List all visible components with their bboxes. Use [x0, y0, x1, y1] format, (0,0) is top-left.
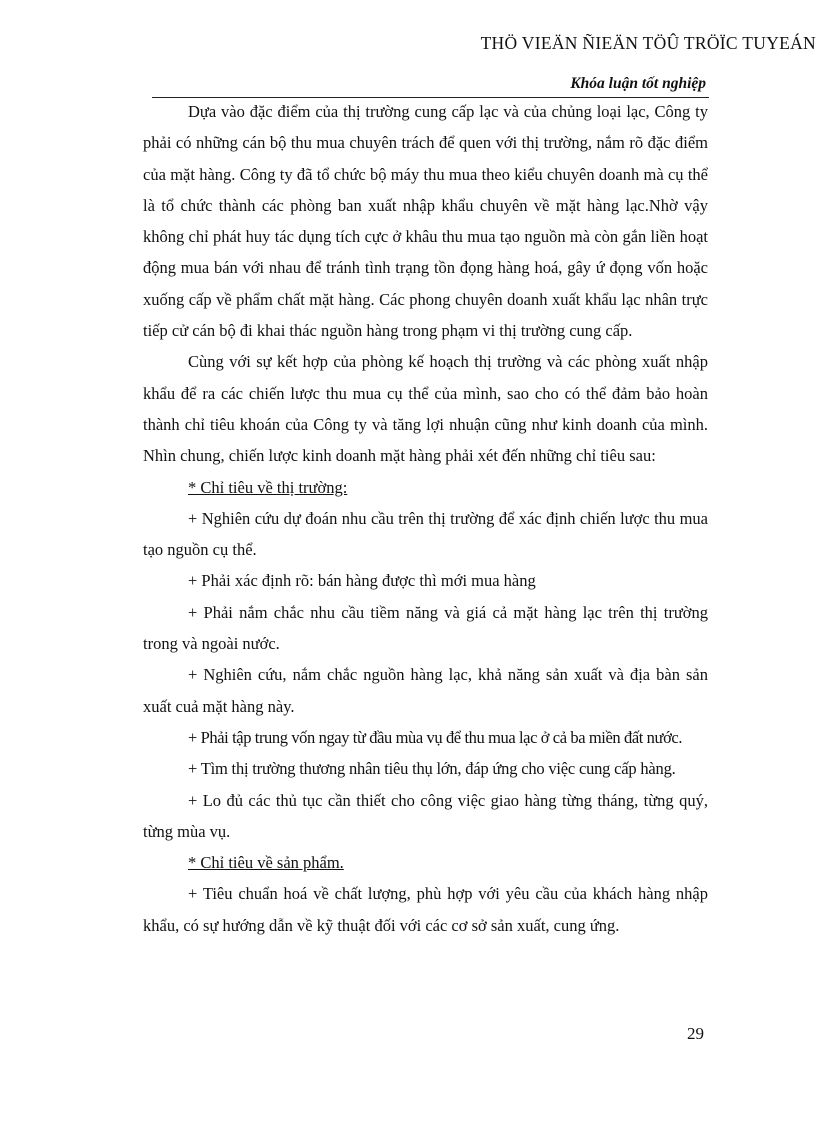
page-number: 29 — [687, 1024, 704, 1043]
running-header: Khóa luận tốt nghiệp — [570, 75, 706, 92]
library-watermark: THÖ VIEÄN ÑIEÄN TÖÛ TRÖÏC TUYEÁN — [480, 33, 816, 53]
paragraph: Dựa vào đặc điểm của thị trường cung cấp lạc và của chủng loại lạc, Công ty phải có những cán bộ thu mua chuyên trách để quen với thị trường, nắm rõ đặc điểm của mặt hàng. Công ty đã tổ chức bộ máy thu mua theo kiểu chuyên doanh mà cụ thể là tổ chức thành các phòng ban xuất nhập khẩu chuyên về mặt hàng lạc.Nhờ vậy không chỉ phát huy tác dụng tích cực ở khâu thu mua tạo nguồn mà còn gắn liền hoạt động mua bán với nhau để tránh tình trạng tồn đọng hàng hoá, gây ứ đọng vốn hoặc xuống cấp về phẩm chất mặt hàng. Các phong chuyên doanh xuất khẩu lạc nhân trực tiếp cử cán bộ đi khai thác nguồn hàng trong phạm vi thị trường cung cấp. — [143, 102, 708, 341]
list-item: + Nghiên cứu dự đoán nhu cầu trên thị trường để xác định chiến lược thu mua tạo nguồn cụ thể. — [143, 508, 708, 560]
list-item: + Tiêu chuẩn hoá về chất lượng, phù hợp với yêu cầu của khách hàng nhập khẩu, có sự hướng dẫn về kỹ thuật đối với các cơ sở sản xuất, cung ứng. — [143, 884, 708, 935]
list-item: + Phải nắm chắc nhu cầu tiềm năng và giá cả mặt hàng lạc trên thị trường trong và ngoài nước. — [143, 602, 708, 654]
section-heading-market: * Chỉ tiêu về thị trường: — [188, 477, 348, 497]
list-item: + Tìm thị trường thương nhân tiêu thụ lớn, đáp ứng cho việc cung cấp hàng. — [188, 759, 676, 779]
list-item: + Lo đủ các thủ tục cần thiết cho công việc giao hàng từng tháng, từng quý, từng mùa vụ. — [143, 790, 708, 841]
paragraph: Cùng với sự kết hợp của phòng kế hoạch thị trường và các phòng xuất nhập khẩu để ra các chiến lược thu mua cụ thể của mình, sao cho có thể đảm bảo hoàn thành chỉ tiêu khoán của Công ty và tăng lợi nhuận cũng như kinh doanh của mình. Nhìn chung, chiến lược kinh doanh mặt hàng phải xét đến những chỉ tiêu sau: — [143, 352, 708, 466]
section-heading-product: * Chỉ tiêu về sản phẩm. — [188, 853, 344, 873]
list-item: + Phải xác định rõ: bán hàng được thì mới mua hàng — [188, 571, 536, 591]
list-item: + Phải tập trung vốn ngay từ đầu mùa vụ để thu mua lạc ở cả ba miền đất nước. — [188, 727, 683, 747]
list-item: + Nghiên cứu, nắm chắc nguồn hàng lạc, khả năng sản xuất và địa bàn sản xuất cuả mặt hàng này. — [143, 665, 708, 716]
body-text — [143, 96, 708, 941]
